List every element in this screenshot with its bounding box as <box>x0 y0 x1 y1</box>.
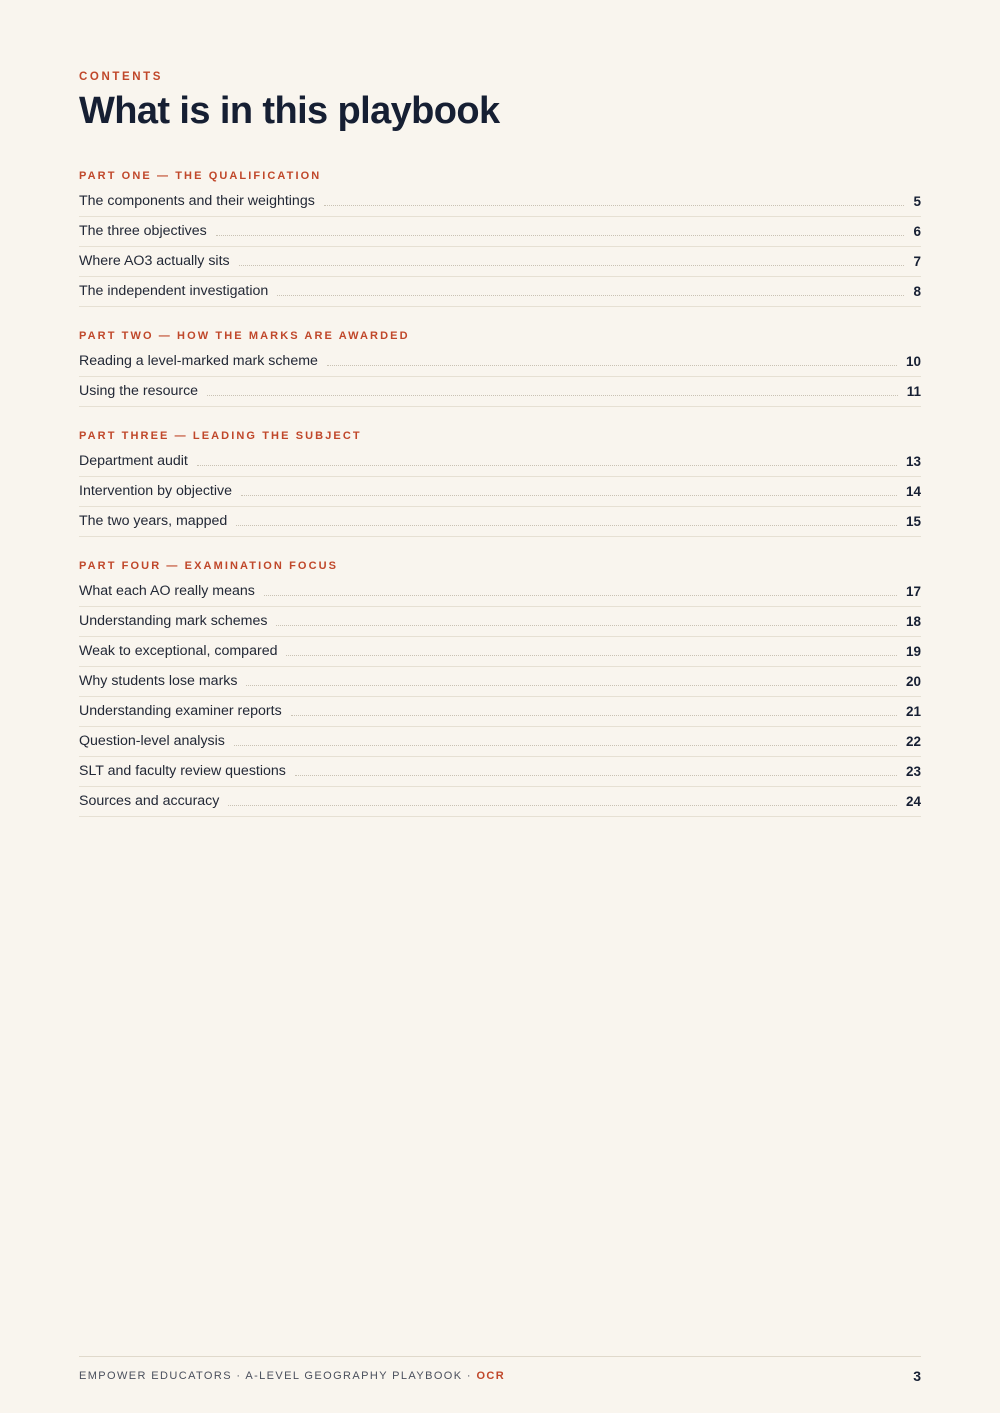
toc-entry-page: 8 <box>913 284 921 299</box>
toc-entry-page: 17 <box>905 584 921 599</box>
toc-entry-page: 18 <box>905 614 921 629</box>
toc-entry-page: 24 <box>905 794 921 809</box>
toc-entry[interactable] <box>79 787 921 817</box>
toc-entry[interactable] <box>79 247 921 277</box>
toc-entry-page: 21 <box>905 704 921 719</box>
dotted-leader <box>264 594 897 596</box>
toc-entry-page: 6 <box>913 224 921 239</box>
page-footer <box>79 1356 921 1390</box>
toc-entry[interactable] <box>79 277 921 307</box>
toc-section-part-two <box>79 326 921 407</box>
section-heading: PART ONE — THE QUALIFICATION <box>79 170 322 182</box>
dotted-leader <box>277 294 904 296</box>
dotted-leader <box>216 234 905 236</box>
toc-entry-label: Understanding examiner reports <box>79 703 282 719</box>
toc-entry[interactable] <box>79 607 921 637</box>
dotted-leader <box>295 774 897 776</box>
toc-entry-page: 7 <box>913 254 921 269</box>
toc-section-part-three <box>79 426 921 537</box>
toc-entry[interactable] <box>79 637 921 667</box>
toc-entry-label: Weak to exceptional, compared <box>79 643 278 659</box>
toc-entry-label: The independent investigation <box>79 283 269 299</box>
toc-entry-label: Question-level analysis <box>79 733 225 749</box>
toc-entry[interactable] <box>79 347 921 377</box>
toc-entry-label: Intervention by objective <box>79 483 233 499</box>
toc-entry-label: Sources and accuracy <box>79 793 220 809</box>
toc-entry-label: The three objectives <box>79 223 207 239</box>
dotted-leader <box>291 714 897 716</box>
footer-page-number: 3 <box>913 1367 921 1384</box>
toc-entry-page: 23 <box>905 764 921 779</box>
dotted-leader <box>197 464 897 466</box>
dotted-leader <box>241 494 897 496</box>
dotted-leader <box>327 364 897 366</box>
footer-text: EMPOWER EDUCATORS · A-LEVEL GEOGRAPHY PLAYBOOK · <box>79 1369 477 1382</box>
page-title: What is in this playbook <box>79 90 500 132</box>
dotted-leader <box>239 264 905 266</box>
toc-entry[interactable] <box>79 217 921 247</box>
contents-page <box>79 0 921 1413</box>
toc-entry-label: Where AO3 actually sits <box>79 253 230 269</box>
toc-entry-label: Reading a level-marked mark scheme <box>79 353 318 369</box>
toc-entry-label: The components and their weightings <box>79 193 315 209</box>
toc-section-part-one <box>79 166 921 307</box>
toc-entry-page: 22 <box>905 734 921 749</box>
toc-entry-page: 5 <box>913 194 921 209</box>
section-heading: PART TWO — HOW THE MARKS ARE AWARDED <box>79 330 410 342</box>
toc-entry[interactable] <box>79 507 921 537</box>
toc-entry[interactable] <box>79 757 921 787</box>
table-of-contents <box>79 166 921 836</box>
toc-entry-label: SLT and faculty review questions <box>79 763 286 779</box>
toc-entry[interactable] <box>79 377 921 407</box>
toc-entry-page: 10 <box>905 354 921 369</box>
dotted-leader <box>276 624 897 626</box>
toc-section-part-four <box>79 556 921 817</box>
dotted-leader <box>228 804 897 806</box>
dotted-leader <box>234 744 897 746</box>
toc-entry[interactable] <box>79 727 921 757</box>
section-heading: PART THREE — LEADING THE SUBJECT <box>79 430 362 442</box>
dotted-leader <box>286 654 896 656</box>
contents-eyebrow: CONTENTS <box>79 71 164 83</box>
dotted-leader <box>207 394 898 396</box>
toc-entry-page: 13 <box>905 454 921 469</box>
section-heading: PART FOUR — EXAMINATION FOCUS <box>79 560 339 572</box>
toc-entry-page: 15 <box>905 514 921 529</box>
toc-entry[interactable] <box>79 667 921 697</box>
toc-entry-label: Department audit <box>79 453 188 469</box>
dotted-leader <box>236 524 897 526</box>
toc-entry[interactable] <box>79 577 921 607</box>
dotted-leader <box>324 204 905 206</box>
toc-entry-label: Understanding mark schemes <box>79 613 268 629</box>
toc-entry[interactable] <box>79 447 921 477</box>
toc-entry-label: What each AO really means <box>79 583 255 599</box>
toc-entry-page: 14 <box>905 484 921 499</box>
toc-entry-page: 11 <box>906 384 921 399</box>
toc-entry[interactable] <box>79 697 921 727</box>
dotted-leader <box>246 684 896 686</box>
toc-entry-label: Why students lose marks <box>79 673 238 689</box>
footer-brand: OCR <box>476 1369 506 1382</box>
toc-entry-page: 20 <box>905 674 921 689</box>
toc-entry[interactable] <box>79 477 921 507</box>
toc-entry-label: Using the resource <box>79 383 199 399</box>
toc-entry-page: 19 <box>905 644 921 659</box>
toc-entry[interactable] <box>79 187 921 217</box>
toc-entry-label: The two years, mapped <box>79 513 228 529</box>
footer-running-title <box>79 1370 505 1382</box>
